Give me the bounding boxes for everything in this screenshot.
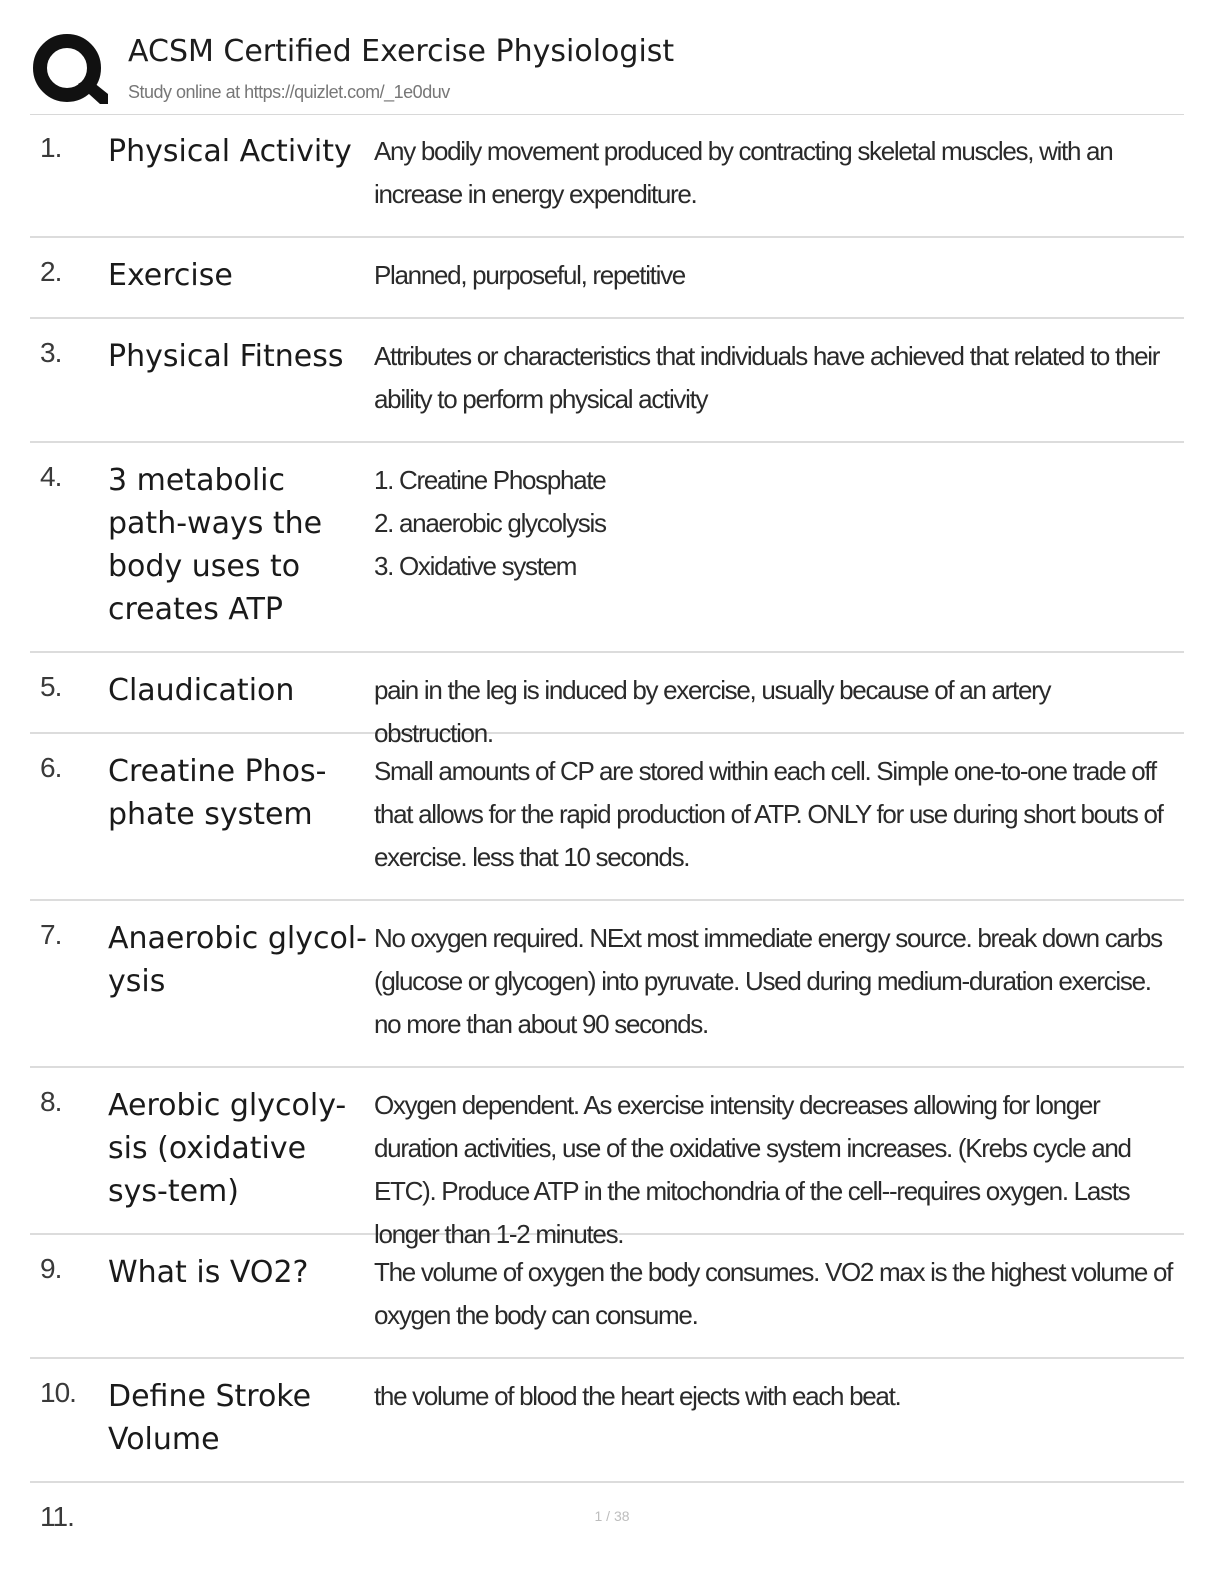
card-definition: Small amounts of CP are stored within each cell. Simple one-to-one trade off that allows for the rapid production of ATP. ONLY for use during short bouts of exercise. less that 10 seconds. — [374, 756, 1163, 872]
card-term: What is VO2? — [108, 1255, 309, 1290]
card-number: 7. — [40, 919, 62, 950]
card-term: Physical Fitness — [108, 339, 344, 374]
flashcard-row — [30, 319, 1184, 443]
card-term: Physical Activity — [108, 134, 352, 169]
card-number: 8. — [40, 1086, 62, 1117]
flashcard-row — [30, 1483, 1184, 1567]
card-term: Aerobic glycoly-sis (oxidative sys-tem) — [108, 1088, 347, 1209]
card-definition: Oxygen dependent. As exercise intensity decreases allowing for longer duration activities, use of the oxidative system increases. (Krebs cycle and ETC). Produce ATP in the mitochondria of the cell--requires oxygen. Lasts longer than 1-2 minutes. — [374, 1090, 1131, 1249]
card-term: Define Stroke Volume — [108, 1379, 312, 1457]
card-definition: pain in the leg is induced by exercise, usually because of an artery obstruction. — [374, 675, 1051, 748]
card-number: 6. — [40, 752, 62, 783]
flashcard-list — [30, 114, 1184, 1567]
flashcard-row — [30, 1235, 1184, 1359]
page-number: 1 / 38 — [594, 1508, 630, 1524]
card-term: Claudication — [108, 673, 295, 708]
page-header — [30, 28, 1184, 115]
card-definition: The volume of oxygen the body consumes. VO2 max is the highest volume of oxygen the body can consume. — [374, 1257, 1173, 1330]
card-definition: Any bodily movement produced by contracting skeletal muscles, with an increase in energy expenditure. — [374, 136, 1113, 209]
card-number: 1. — [40, 132, 62, 163]
card-definition: the volume of blood the heart ejects with each beat. — [374, 1381, 901, 1411]
card-term: Exercise — [108, 258, 233, 293]
card-definition: No oxygen required. NExt most immediate energy source. break down carbs (glucose or glycogen) into pyruvate. Used during medium-duration exercise. no more than about 90 seconds. — [374, 923, 1162, 1039]
card-number: 10. — [40, 1377, 76, 1408]
card-term: Creatine Phos-phate system — [108, 754, 327, 832]
card-term: 3 metabolic path-ways the body uses to creates ATP — [108, 463, 323, 627]
flashcard-row — [30, 901, 1184, 1068]
flashcard-row — [30, 734, 1184, 901]
flashcard-row — [30, 114, 1184, 238]
card-term: Anaerobic glycol-ysis — [108, 921, 367, 999]
quizlet-logo — [30, 30, 110, 110]
flashcard-row — [30, 238, 1184, 319]
card-definition: 1. Creatine Phosphate 2. anaerobic glycolysis 3. Oxidative system — [374, 465, 606, 581]
study-online-link[interactable]: Study online at https://quizlet.com/_1e0duv — [128, 82, 450, 102]
card-number: 2. — [40, 256, 62, 287]
flashcard-row — [30, 1068, 1184, 1249]
card-number: 4. — [40, 461, 62, 492]
card-number: 3. — [40, 337, 62, 368]
flashcard-row — [30, 1359, 1184, 1483]
flashcard-row — [30, 443, 1184, 653]
card-definition: Planned, purposeful, repetitive — [374, 260, 685, 290]
card-definition: Attributes or characteristics that individuals have achieved that related to their ability to perform physical activity — [374, 341, 1160, 414]
deck-title: ACSM Certified Exercise Physiologist — [128, 34, 675, 69]
card-number: 5. — [40, 671, 62, 702]
card-number: 9. — [40, 1253, 62, 1284]
flashcard-row — [30, 653, 1184, 748]
card-number: 11. — [40, 1501, 74, 1532]
